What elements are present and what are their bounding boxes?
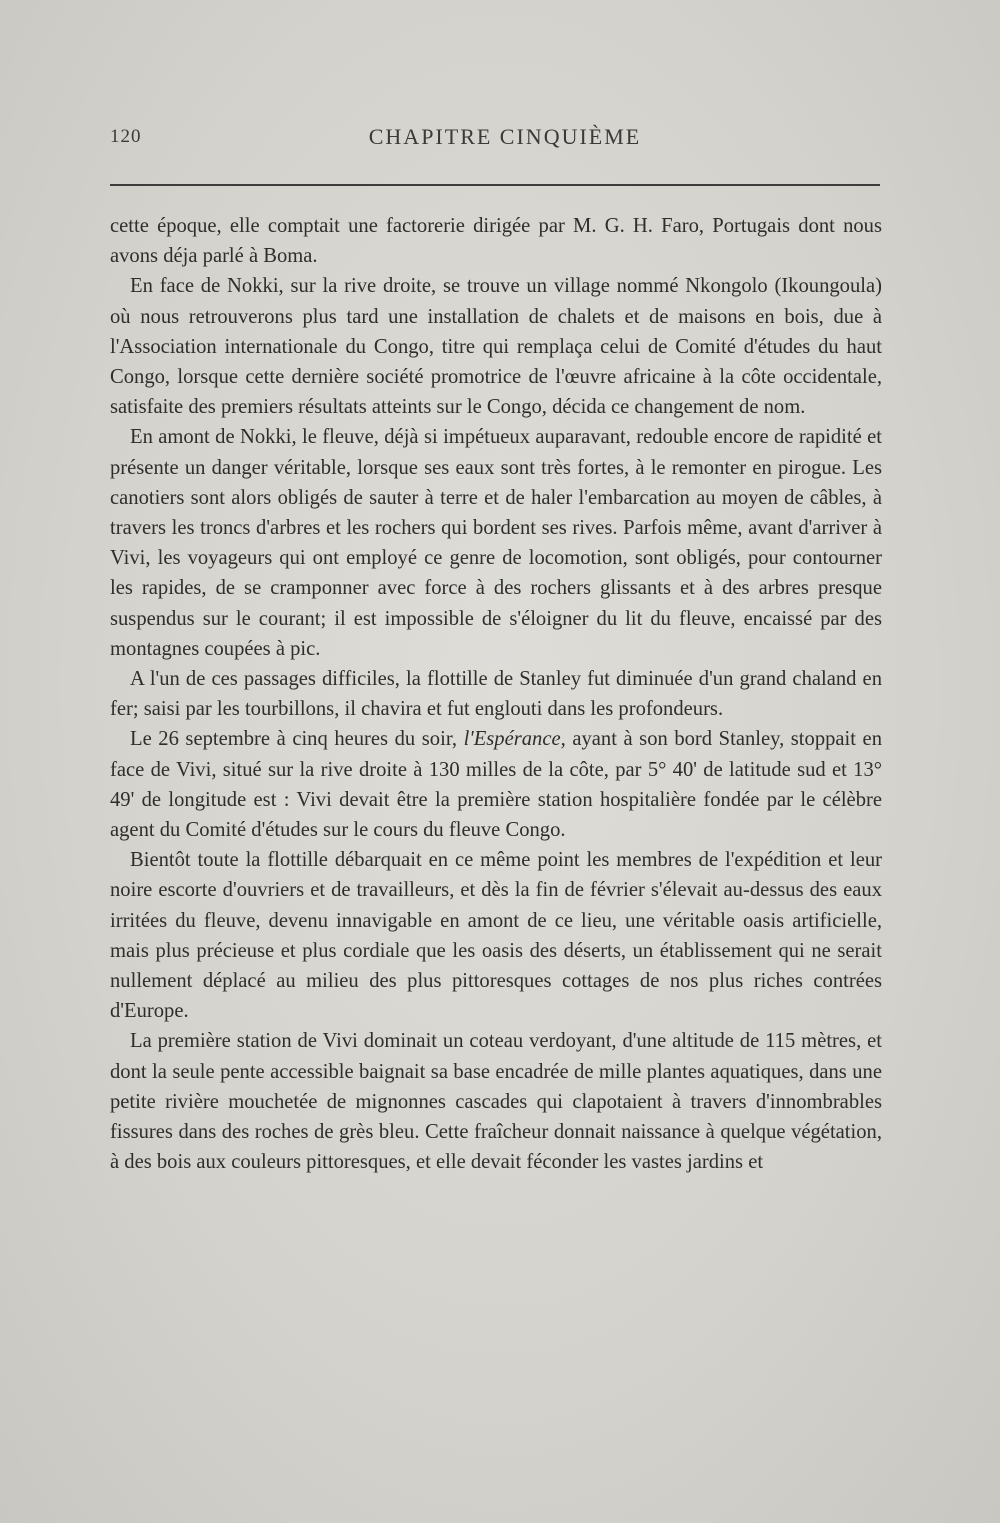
paragraph: cette époque, elle comptait une factorerie dirigée par M. G. H. Faro, Portugais dont nous avons déja parlé à Boma. (110, 215, 882, 268)
paragraph: En amont de Nokki, le fleuve, déjà si impétueux auparavant, redouble encore de rapidité et présente un danger véritable, lorsque ses eaux sont très fortes, à le remonter en pirogue. Les canotiers sont alors obligés de sauter à terre et de haler l'embarcation au moyen de câbles, à travers les troncs d'arbres et les rochers qui bordent ses rives. Parfois même, avant d'arriver à Vivi, les voyageurs qui ont employé ce genre de locomotion, sont obligés, pour contourner les rapides, de se cramponner avec force à des rochers glissants et à des arbres presque suspendus sur le courant; il est impossible de s'éloigner du lit du fleuve, encaissé par des montagnes coupées à pic. (110, 426, 882, 660)
header-rule (110, 184, 880, 186)
paragraph-text-end: ayant à son bord Stanley, stoppait en face de Vivi, situé sur la rive droite à 130 milles de la côte, par 5° 40' de latitude sud et 13° 49' de longitude est : Vivi devait être la première station hospitalière fondée par le célèbre agent du Comité d'études sur le cours du fleuve Congo. (110, 728, 882, 842)
paragraph: Bientôt toute la flottille débarquait en ce même point les membres de l'expédition et leur noire escorte d'ouvriers et de travailleurs, et dès la fin de février s'élevait au-dessus des eaux irritées du fleuve, devenu innavigable en amont de ce lieu, une véritable oasis artificielle, mais plus précieuse et plus cordiale que les oasis des déserts, un établissement qui ne serait nullement déplacé au milieu des plus pittoresques cottages de nos plus riches contrées d'Europe. (110, 849, 882, 1023)
paragraph-text-start: Le 26 septembre à cinq heures du soir, (130, 728, 464, 751)
paragraph (110, 724, 882, 845)
body-text (110, 211, 882, 1178)
paragraph: En face de Nokki, sur la rive droite, se trouve un village nommé Nkongolo (Ikoungoula) où nous retrouverons plus tard une installation de chalets et de maisons en bois, due à l'Association internationale du Congo, titre qui remplaça celui de Comité d'études du haut Congo, lorsque cette dernière société promotrice de l'œuvre africaine à la côte occidentale, satisfaite des premiers résultats atteints sur le Congo, décida ce changement de nom. (110, 275, 882, 419)
ship-name-italic: l'Espérance, (463, 728, 566, 751)
page-number: 120 (110, 126, 142, 147)
chapter-title: CHAPITRE CINQUIÈME (368, 124, 642, 149)
running-header (110, 124, 880, 154)
paragraph: A l'un de ces passages difficiles, la flottille de Stanley fut diminuée d'un grand chaland en fer; saisi par les tourbillons, il chavira et fut englouti dans les profondeurs. (110, 668, 882, 721)
paragraph: La première station de Vivi dominait un coteau verdoyant, d'une altitude de 115 mètres, et dont la seule pente accessible baignait sa base encadrée de mille plantes aquatiques, dans une petite rivière mouchetée de mignonnes cascades qui clapotaient à travers d'innombrables fissures dans des roches de grès bleu. Cette fraîcheur donnait naissance à quelque végétation, à des bois aux couleurs pittoresques, et elle devait féconder les vastes jardins et (110, 1030, 882, 1174)
